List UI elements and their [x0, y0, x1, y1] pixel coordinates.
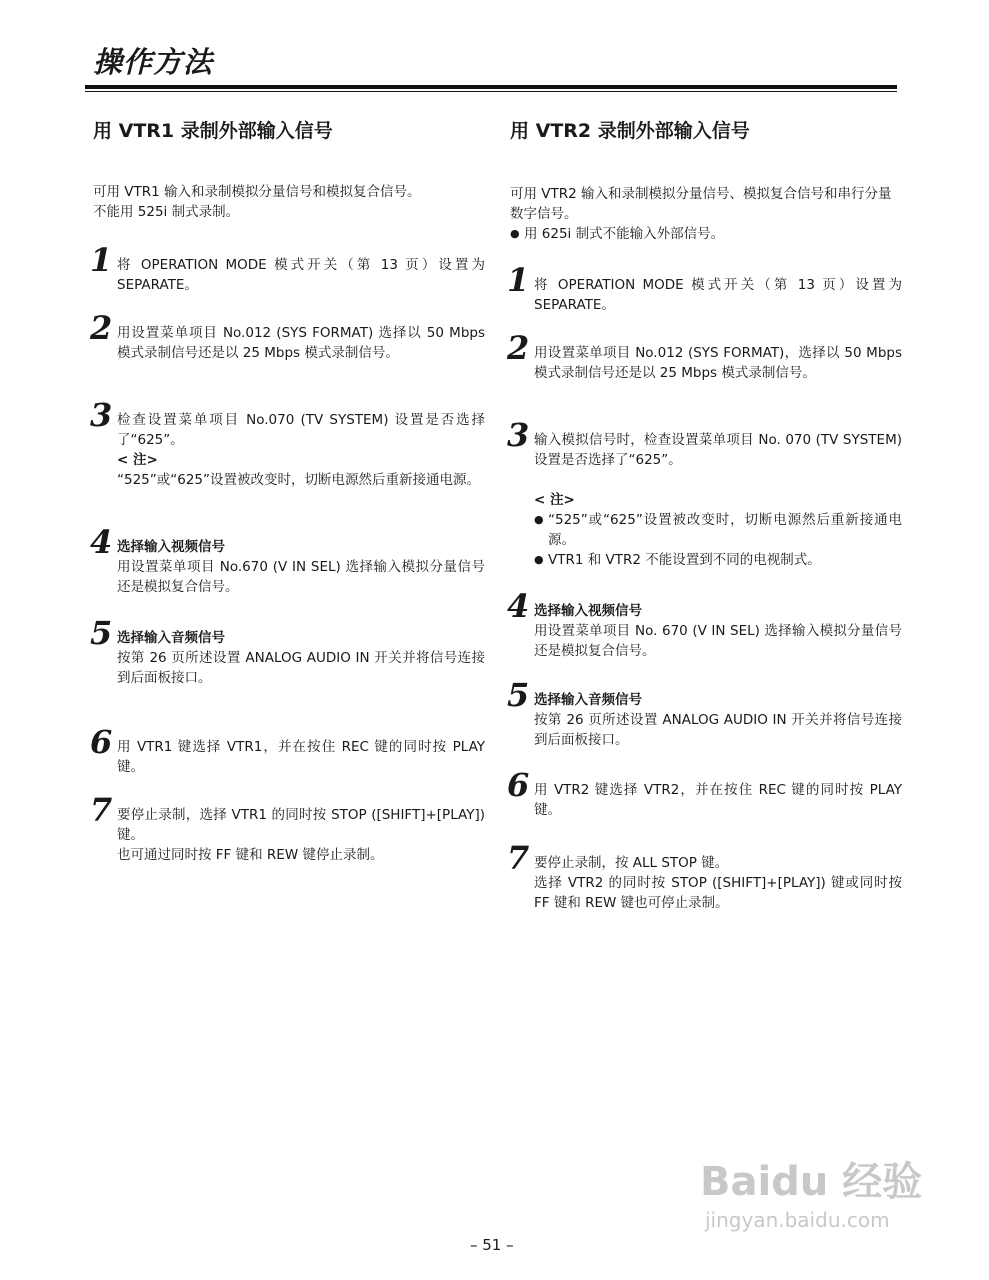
- left-step-4: [90, 523, 485, 597]
- title-rule-thin: [85, 91, 897, 92]
- intro-bullet: ● 用 625i 制式不能输入外部信号。: [510, 224, 900, 244]
- step-text: 输入模拟信号时，检查设置菜单项目 No. 070 (TV SYSTEM) 设置是否选择了“625”。: [534, 432, 902, 468]
- note-label: < 注>: [117, 452, 158, 468]
- step-number: 5: [507, 676, 530, 714]
- title-rule: [85, 85, 897, 89]
- left-step-3: [90, 396, 485, 490]
- step-title: 选择输入音频信号: [534, 692, 642, 708]
- note-bullet: ● VTR1 和 VTR2 不能设置到不同的电视制式。: [534, 550, 902, 570]
- step-number: 1: [90, 241, 113, 279]
- step-text: 将 OPERATION MODE 模式开关（第 13 页）设置为 SEPARATE。: [534, 277, 902, 313]
- note-text: “525”或“625”设置被改变时，切断电源然后重新接通电源。: [117, 472, 481, 488]
- step-text: 检查设置菜单项目 No.070 (TV SYSTEM) 设置是否选择了“625”。: [117, 412, 485, 448]
- step-number: 6: [507, 766, 530, 804]
- right-note: [507, 490, 902, 570]
- left-heading: 用 VTR1 录制外部输入信号: [93, 120, 333, 142]
- right-step-4: [507, 587, 902, 661]
- step-number: 3: [90, 396, 113, 434]
- step-title: 选择输入音频信号: [117, 630, 225, 646]
- step-text: 将 OPERATION MODE 模式开关（第 13 页）设置为 SEPARATE。: [117, 257, 485, 293]
- step-text: 用设置菜单项目 No.012 (SYS FORMAT) 选择以 50 Mbps 模式录制信号还是以 25 Mbps 模式录制信号。: [117, 325, 485, 361]
- step-text: 要停止录制，按 ALL STOP 键。: [534, 855, 729, 871]
- right-heading: 用 VTR2 录制外部输入信号: [510, 120, 750, 142]
- intro-text: 可用 VTR2 输入和录制模拟分量信号、模拟复合信号和串行分量数字信号。: [510, 186, 892, 222]
- step-text: 也可通过同时按 FF 键和 REW 键停止录制。: [117, 847, 384, 863]
- step-number: 7: [507, 839, 530, 877]
- step-text: 用设置菜单项目 No.012 (SYS FORMAT)，选择以 50 Mbps 模式录制信号还是以 25 Mbps 模式录制信号。: [534, 345, 902, 381]
- right-step-3: [507, 416, 902, 470]
- step-number: 3: [507, 416, 530, 454]
- step-number: 2: [507, 329, 530, 367]
- step-text: 要停止录制，选择 VTR1 的同时按 STOP ([SHIFT]+[PLAY]) 键。: [117, 807, 485, 843]
- step-number: 5: [90, 614, 113, 652]
- step-number: 6: [90, 723, 113, 761]
- step-text: 按第 26 页所述设置 ANALOG AUDIO IN 开关并将信号连接到后面板接口。: [117, 650, 485, 686]
- left-step-6: [90, 723, 485, 777]
- watermark-url: jingyan.baidu.com: [705, 1208, 890, 1232]
- step-number: 1: [507, 261, 530, 299]
- step-text: 用设置菜单项目 No. 670 (V IN SEL) 选择输入模拟分量信号还是模拟复合信号。: [534, 623, 902, 659]
- step-number: 4: [90, 523, 113, 561]
- note-bullet: ● “525”或“625”设置被改变时，切断电源然后重新接通电源。: [534, 510, 902, 550]
- left-step-7: [90, 791, 485, 865]
- right-step-5: [507, 676, 902, 750]
- page-number: – 51 –: [470, 1236, 514, 1254]
- step-text: 按第 26 页所述设置 ANALOG AUDIO IN 开关并将信号连接到后面板接口。: [534, 712, 902, 748]
- step-title: 选择输入视频信号: [117, 539, 225, 555]
- right-step-7: [507, 839, 902, 913]
- intro-line: 不能用 525i 制式录制。: [93, 204, 240, 220]
- step-text: 用设置菜单项目 No.670 (V IN SEL) 选择输入模拟分量信号还是模拟复合信号。: [117, 559, 485, 595]
- step-text: 选择 VTR2 的同时按 STOP ([SHIFT]+[PLAY]) 键或同时按 FF 键和 REW 键也可停止录制。: [534, 875, 902, 911]
- left-step-2: [90, 309, 485, 363]
- step-text: 用 VTR2 键选择 VTR2，并在按住 REC 键的同时按 PLAY 键。: [534, 782, 902, 818]
- step-title: 选择输入视频信号: [534, 603, 642, 619]
- right-step-1: [507, 261, 902, 315]
- left-step-5: [90, 614, 485, 688]
- page-title: 操作方法: [93, 45, 214, 79]
- step-number: 2: [90, 309, 113, 347]
- right-step-6: [507, 766, 902, 820]
- note-label: < 注>: [534, 492, 575, 508]
- left-intro: [93, 182, 465, 222]
- right-intro: [510, 184, 900, 244]
- left-step-1: [90, 241, 485, 295]
- step-text: 用 VTR1 键选择 VTR1，并在按住 REC 键的同时按 PLAY 键。: [117, 739, 485, 775]
- watermark-logo: Baidu 经验: [700, 1159, 923, 1205]
- step-number: 7: [90, 791, 113, 829]
- right-step-2: [507, 329, 902, 383]
- intro-line: 可用 VTR1 输入和录制模拟分量信号和模拟复合信号。: [93, 184, 421, 200]
- step-number: 4: [507, 587, 530, 625]
